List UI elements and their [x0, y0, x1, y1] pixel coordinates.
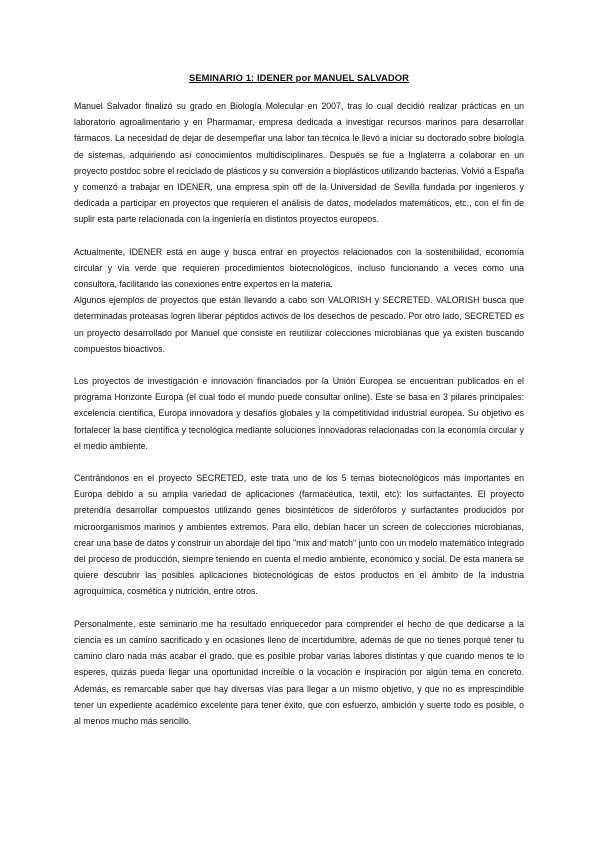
paragraph-personal-opinion: Personalmente, este seminario me ha resultado enriquecedor para comprender el hecho de que dedicarse a la ciencia es un camino sacrificado y en ocasiones lleno de incertidumbre, además de que no tienes porqué tener tu camino claro nada más acabar el grado, que es posible probar varias labores distintas y que cuando menos te lo esperes, quizás pueda llegar una oportunidad increíble o la vocación e inspiración por algún tema en concreto. Además, es remarcable saber que hay diversas vías para llegar a un mismo objetivo, y que no es imprescindible tener un expediente académico excelente para tener éxito, que con esfuerzo, ambición y suerte todo es posible, o al menos mucho más sencillo. — [74, 618, 524, 726]
document-title: SEMINARIO 1: IDENER por MANUEL SALVADOR — [188, 72, 410, 83]
paragraph-secreted: Centrándonos en el proyecto SECRETED, este trata uno de los 5 temas biotecnológicos más importantes en Europa debido a su amplia variedad de aplicaciones (farmacéutica, textil, etc): los surfactantes. El proyecto pretendía desarrollar compuestos utilizando genes biosintéticos de sideróforos y surfactantes producidos por microorganismos marinos y ambientes extremos. Para ello, debían hacer un screen de colecciones microbianas, crear una base de datos y construir un abordaje del tipo "mix and match" junto con un modelo matemático integrado del proceso de producción, siempre teniendo en cuenta el medio ambiente, económico y social. De esta manera se quiere descubrir las posibles aplicaciones biotecnológicas de estos productos en el ámbito de la industria agroquímica, cosmética y nutrición, entre otros. — [74, 473, 524, 597]
paragraph-gap — [74, 357, 524, 373]
paragraph-gap — [74, 228, 524, 244]
paragraph-project-examples: Algunos ejemplos de proyectos que están llevando a cabo son VALORISH y SECRETED. VALORISH busca que determinadas proteasas logren liberar péptidos activos de los desechos de pescado. Por otro lado, SECRETED es un proyecto desarrollado por Manuel que consiste en reutilizar colecciones microbianas que ya existen buscando compuestos bioactivos. — [74, 295, 524, 354]
paragraph-gap — [74, 454, 524, 470]
paragraph-biography: Manuel Salvador finalizó su grado en Biología Molecular en 2007, tras lo cual decidió realizar prácticas en un laboratorio agroalimentario y en Pharmamar, empresa dedicada a investigar recursos marinos para desarrollar fármacos. La necesidad de dejar de desempeñar una labor tan técnica le llevó a iniciar su doctorado sobre biología de sistemas, adquiriendo así conocimientos multidisciplinares. Después se fue a Inglaterra a colaborar en un proyecto postdoc sobre el reciclado de plásticos y su conversión a bioplásticos utilizando bacterias. Volvió a España y comenzó a trabajar en IDENER, una empresa spin off de la Universidad de Sevilla fundada por ingenieros y dedicada a participar en proyectos que requieren el análisis de datos, modelados matemáticos, etc., con el fin de suplir esta parte relacionada con la ingeniería en distintos proyectos europeos. — [74, 101, 524, 225]
paragraph-idener-current: Actualmente, IDENER está en auge y busca entrar en proyectos relacionados con la sostenibilidad, economía circular y vía verde que requieren procedimientos biotecnológicos, incluso funcionando a veces como una consultora, facilitando las conexiones entre expertos en la materia. — [74, 246, 524, 290]
document-page — [74, 72, 524, 729]
paragraph-horizonte-europa: Los proyectos de investigación e innovación financiados por la Unión Europea se encuentran publicados en el programa Horizonte Europa (el cual todo el mundo puede consultar online). Este se basa en 3 pilares principales: excelencia científica, Europa innovadora y desafíos globales y la competitividad industrial europea. Su objetivo es fortalecer la base científica y tecnológica mediante soluciones innovadoras relacionadas con la economía circular y el medio ambiente. — [74, 376, 524, 451]
paragraph-gap — [74, 600, 524, 616]
